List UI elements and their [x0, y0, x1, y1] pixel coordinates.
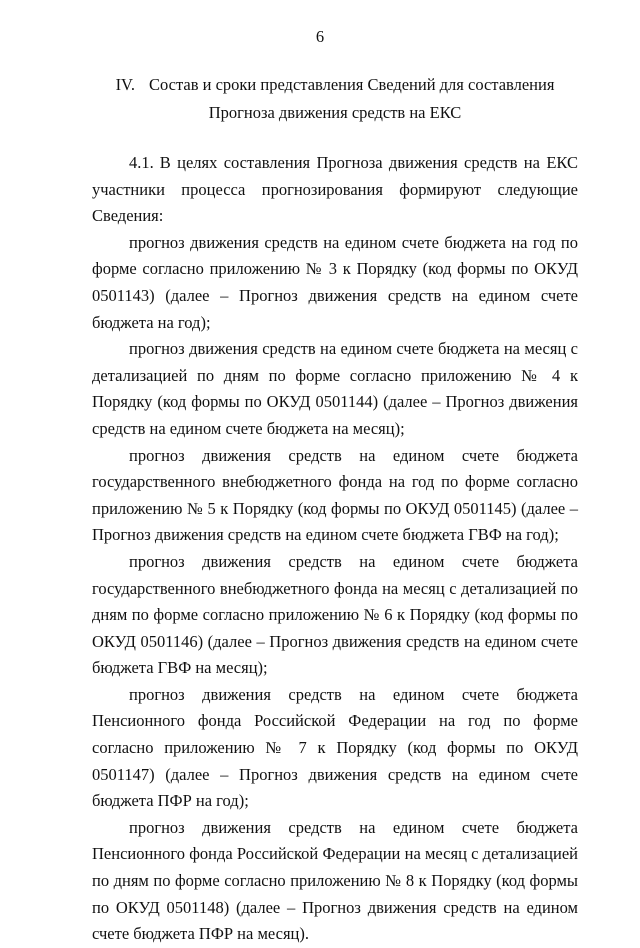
list-item: прогноз движения средств на едином счете бюджета на месяц с детализацией по дням по форме согласно приложению № 4 к Порядку (код формы по ОКУД 0501144) (далее – Прогноз движения средств на едином счете бюджета на месяц);: [92, 339, 578, 438]
list-item: прогноз движения средств на едином счете бюджета государственного внебюджетного фонда на год по форме согласно приложению № 5 к Порядку (код формы по ОКУД 0501145) (далее – Прогноз движения средств на едином счете бюджета ГВФ на год);: [92, 445, 578, 545]
page-number: 6: [315, 27, 325, 46]
body-text: [92, 150, 578, 948]
section-heading: [92, 71, 578, 127]
list-item: прогноз движения средств на едином счете бюджета Пенсионного фонда Российской Федерации на месяц с детализацией по дням по форме согласно приложению № 8 к Порядку (код формы по ОКУД 0501148) (далее – Прогноз движения средств на едином счете бюджета ПФР на месяц).: [92, 817, 578, 944]
paragraph-text: В целях составления Прогноза движения средств на ЕКС участники процесса прогнозирования формируют следующие Сведения:: [92, 153, 578, 226]
section-title-line-1: Состав и сроки представления Сведений для составления: [148, 75, 555, 94]
section-numeral: IV.: [115, 75, 135, 94]
list-item: прогноз движения средств на едином счете бюджета Пенсионного фонда Российской Федерации на год по форме согласно приложению № 7 к Порядку (код формы по ОКУД 0501147) (далее – Прогноз движения средств на едином счете бюджета ПФР на год);: [92, 684, 578, 811]
paragraph-4-1: [92, 150, 578, 230]
list-item: прогноз движения средств на едином счете бюджета на год по форме согласно приложению № 3 к Порядку (код формы по ОКУД 0501143) (далее – Прогноз движения средств на едином счете бюджета на год);: [92, 232, 578, 332]
section-title-line-2: Прогноза движения средств на ЕКС: [208, 103, 462, 122]
section-heading-line-1: [92, 71, 578, 99]
list-item: прогноз движения средств на едином счете бюджета государственного внебюджетного фонда на месяц с детализацией по дням по форме согласно приложению № 6 к Порядку (код формы по ОКУД 0501146) (далее – Прогноз движения средств на едином счете бюджета ГВФ на месяц);: [92, 551, 578, 678]
paragraph-number: 4.1.: [129, 153, 154, 172]
